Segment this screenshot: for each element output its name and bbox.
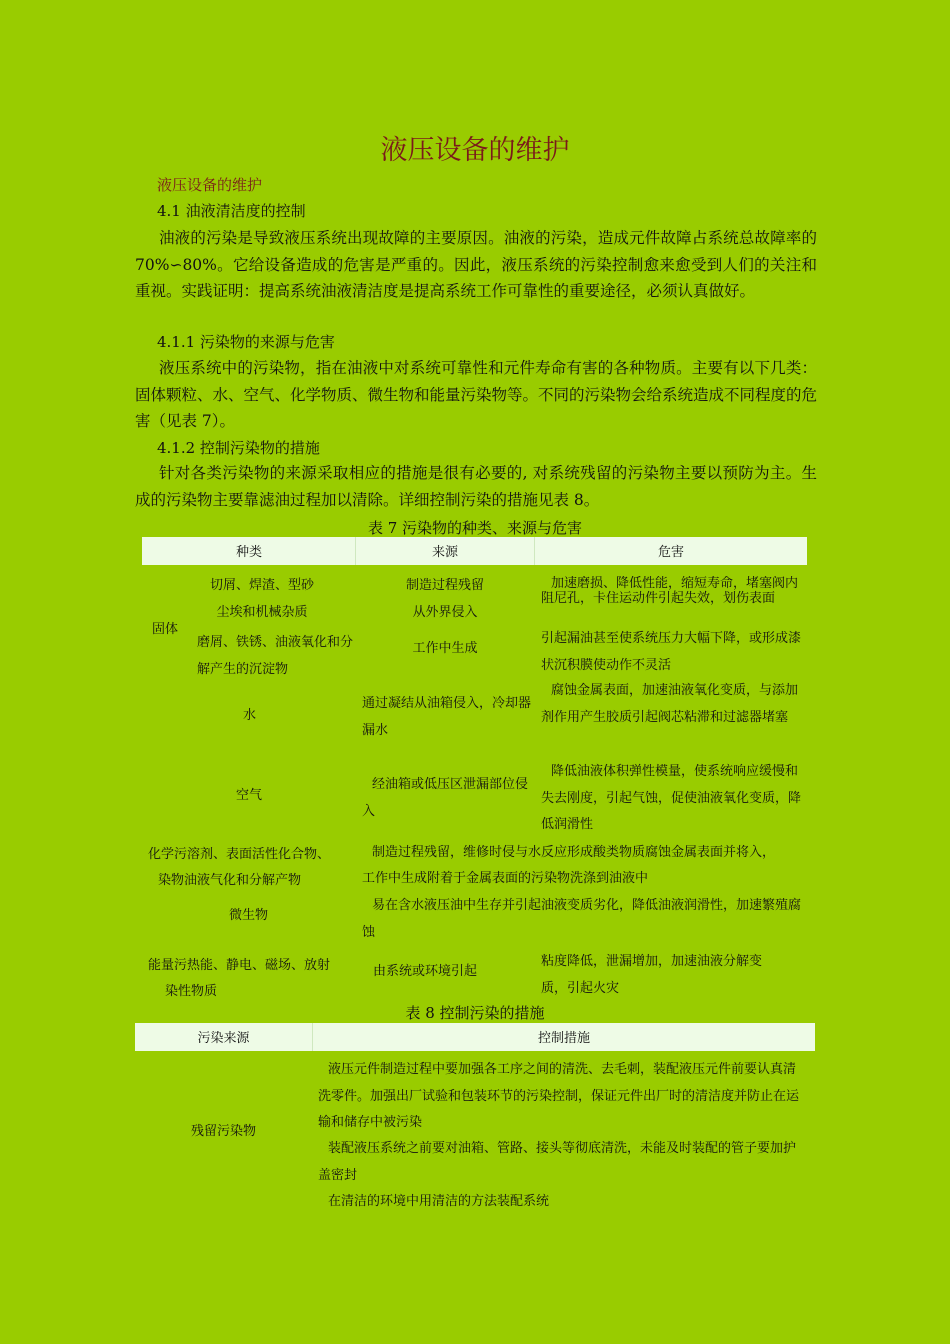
solid-item-2: 尘埃和机械杂质: [216, 605, 308, 620]
heading-4-1-1: 4.1.1 污染物的来源与危害: [157, 333, 335, 351]
heading-4-1-2: 4.1.2 控制污染物的措施: [157, 439, 320, 457]
type-water: 水: [243, 708, 257, 723]
paragraph-2: 液压系统中的污染物，指在油液中对系统可靠性和元件寿命有害的各种物质。主要有以下几类：固体颗粒、水、空气、化学物质、微生物和能量污染物等。不同的污染物会给系统造成不同程度的危害（见表 7）。: [135, 359, 818, 430]
solid-item-1: 切屑、焊渣、型砂: [209, 578, 314, 593]
measure-1: 液压元件制造过程中要加强各工序之间的清洗、去毛刺，装配液压元件前要认真清洗零件。加强出厂试验和包装环节的污染控制，保证元件出厂时的清洁度并防止在运输和储存中被污染: [318, 1062, 800, 1130]
type-chemical-cont: 染物油液气化和分解产物: [158, 873, 302, 888]
air-harm: 降低油液体积弹性模量，使系统响应缓慢和失去刚度，引起气蚀，促使油液氧化变质，降低润滑性: [541, 764, 802, 832]
type-solid: 固体: [152, 622, 179, 637]
type-energy: 能量污热能、静电、磁场、放射: [148, 958, 331, 973]
table-7-caption: 表 7 污染物的种类、来源与危害: [367, 519, 583, 537]
paragraph-1: 油液的污染是导致液压系统出现故障的主要原因。油液的污染，造成元件故障占系统总故障率的 70%∽80%。它给设备造成的危害是严重的。因此，液压系统的污染控制愈来愈受到人们的关注和重视。实践证明：提高系统油液清洁度是提高系统工作可靠性的重要途径，必须认真做好。: [135, 229, 817, 300]
type-energy-cont: 染性物质: [165, 984, 218, 999]
measure-2: 装配液压系统之前要对油箱、管路、接头等彻底清洗，未能及时装配的管子要加护盖密封: [318, 1141, 797, 1183]
heading-4-1: 4.1 油液清洁度的控制: [157, 202, 306, 220]
type-microbe: 微生物: [229, 908, 269, 923]
solid-source-1: 制造过程残留: [405, 578, 484, 593]
table-8-header-measures: 控制措施: [537, 1031, 590, 1046]
water-harm: 腐蚀金属表面，加速油液氧化变质，与添加剂作用产生胶质引起阀芯粘滞和过滤器堵塞: [541, 683, 799, 725]
chemical-line-2: 工作中生成附着于金属表面的污染物洗涤到油液中: [362, 871, 649, 886]
table-8-caption: 表 8 控制污染的措施: [405, 1004, 545, 1022]
measure-3: 在清洁的环境中用清洁的方法装配系统: [328, 1194, 550, 1209]
microbe-text: 易在含水液压油中生存并引起油液变质劣化，降低油液润滑性，加速繁殖腐蚀: [362, 898, 802, 940]
air-source: 经油箱或低压区泄漏部位侵入: [362, 777, 529, 819]
table-7-header-type: 种类: [235, 545, 262, 560]
solid-item-3: 磨屑、铁锈、油液氧化和分解产生的沉淀物: [197, 635, 354, 677]
table-8-header-source: 污染来源: [197, 1031, 250, 1046]
chemical-line-1: 制造过程残留，维修时侵与水反应形成酸类物质腐蚀金属表面并将入，: [372, 845, 776, 860]
energy-harm: 粘度降低，泄漏增加，加速油液分解变质，引起火灾: [541, 954, 763, 996]
page-title: 液压设备的维护: [380, 135, 570, 166]
energy-source: 由系统或环境引起: [373, 964, 478, 979]
table-7-header: [142, 537, 807, 565]
solid-harm-1: 加速磨损、降低性能，缩短寿命，堵塞阀内阻尼孔，卡住运动件引起失效，划伤表面: [541, 576, 799, 606]
residual-pollutant-label: 残留污染物: [190, 1124, 256, 1139]
solid-source-2: 从外界侵入: [412, 605, 478, 620]
type-air: 空气: [236, 788, 263, 803]
water-source: 通过凝结从油箱侵入，冷却器漏水: [362, 696, 532, 738]
subtitle: 液压设备的维护: [157, 176, 263, 194]
table-7-header-source: 来源: [431, 545, 458, 560]
solid-harm-3: 引起漏油甚至使系统压力大幅下降，或形成漆状沉积膜使动作不灵活: [541, 631, 802, 673]
solid-source-3: 工作中生成: [412, 641, 478, 656]
paragraph-3: 针对各类污染物的来源采取相应的措施是很有必要的, 对系统残留的污染物主要以预防为主。生成的污染物主要靠滤油过程加以清除。详细控制污染的措施见表 8。: [135, 464, 817, 509]
type-chemical: 化学污溶剂、表面活性化合物、: [148, 847, 331, 862]
table-7-header-harm: 危害: [657, 545, 684, 560]
table-8-header: [135, 1023, 815, 1051]
